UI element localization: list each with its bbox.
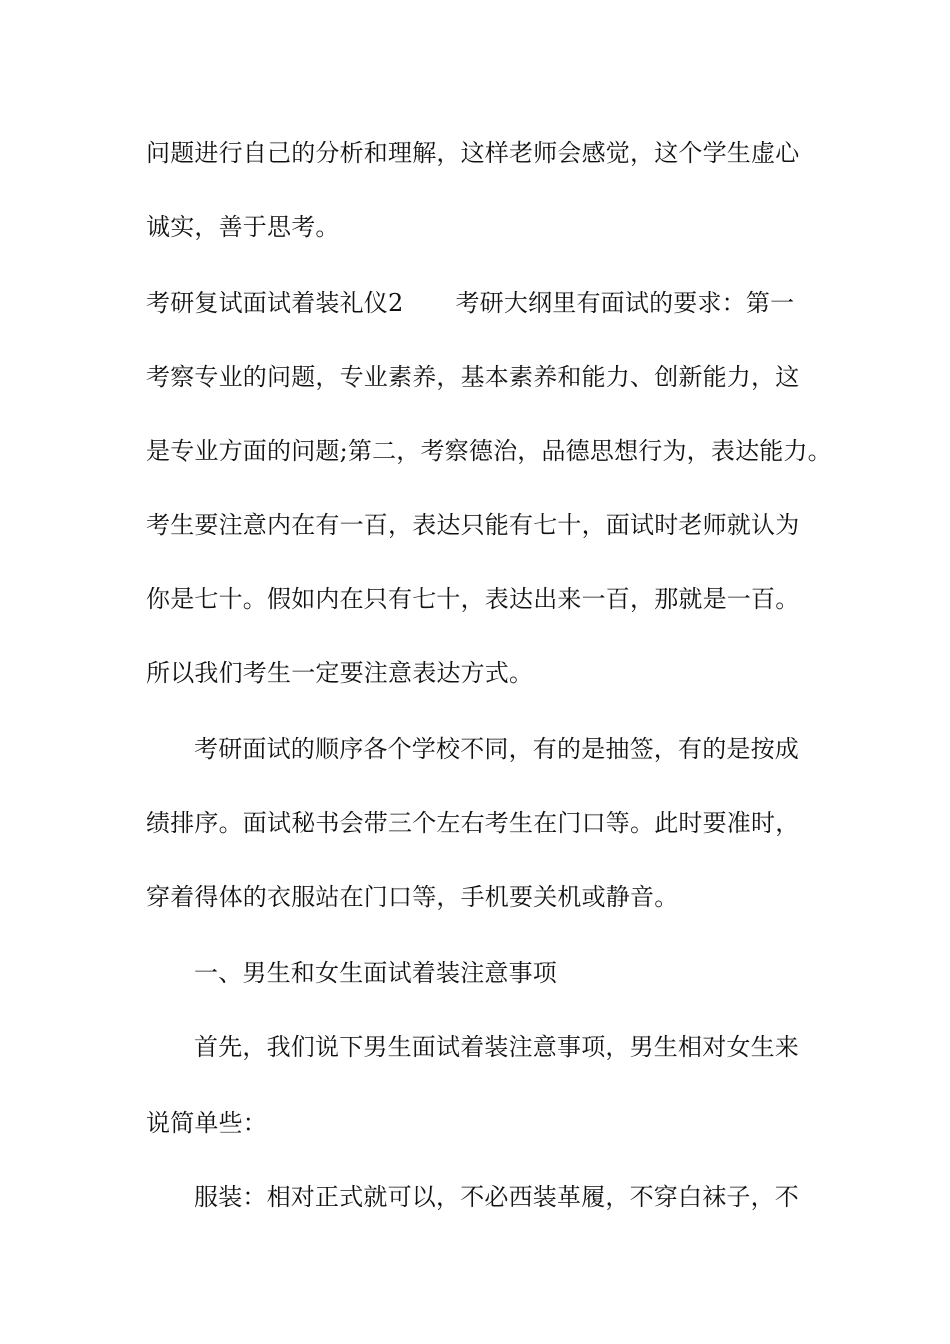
text-line: 考察专业的问题，专业素养，基本素养和能力、创新能力，这: [146, 363, 800, 391]
paragraph-start: 考研面试的顺序各个学校不同，有的是抽签，有的是按成: [194, 735, 799, 763]
text-line: 是专业方面的问题;第二，考察德治，品德思想行为，表达能力。: [146, 437, 832, 465]
subsection-heading: 一、男生和女生面试着装注意事项: [194, 959, 557, 987]
text-line: 你是七十。假如内在只有七十，表达出来一百，那就是一百。: [146, 585, 800, 613]
paragraph-start: 首先，我们说下男生面试着装注意事项，男生相对女生来: [194, 1033, 799, 1061]
text-fragment: 考研大纲里有面试的要求：第一: [455, 289, 795, 317]
text-line-with-heading: [146, 288, 836, 318]
text-line: 诚实，善于思考。: [146, 213, 340, 241]
text-line: 考生要注意内在有一百，表达只能有七十，面试时老师就认为: [146, 511, 800, 539]
text-line: 问题进行自己的分析和理解，这样老师会感觉，这个学生虚心: [146, 139, 800, 167]
text-line: 穿着得体的衣服站在门口等，手机要关机或静音。: [146, 883, 679, 911]
text-line: 绩排序。面试秘书会带三个左右考生在门口等。此时要准时，: [146, 809, 800, 837]
text-line: 所以我们考生一定要注意表达方式。: [146, 659, 534, 687]
section-heading: 考研复试面试着装礼仪2: [146, 289, 404, 317]
text-line: 说简单些：: [146, 1109, 267, 1137]
paragraph-start: 服装：相对正式就可以，不必西装革履，不穿白袜子，不: [194, 1183, 799, 1211]
